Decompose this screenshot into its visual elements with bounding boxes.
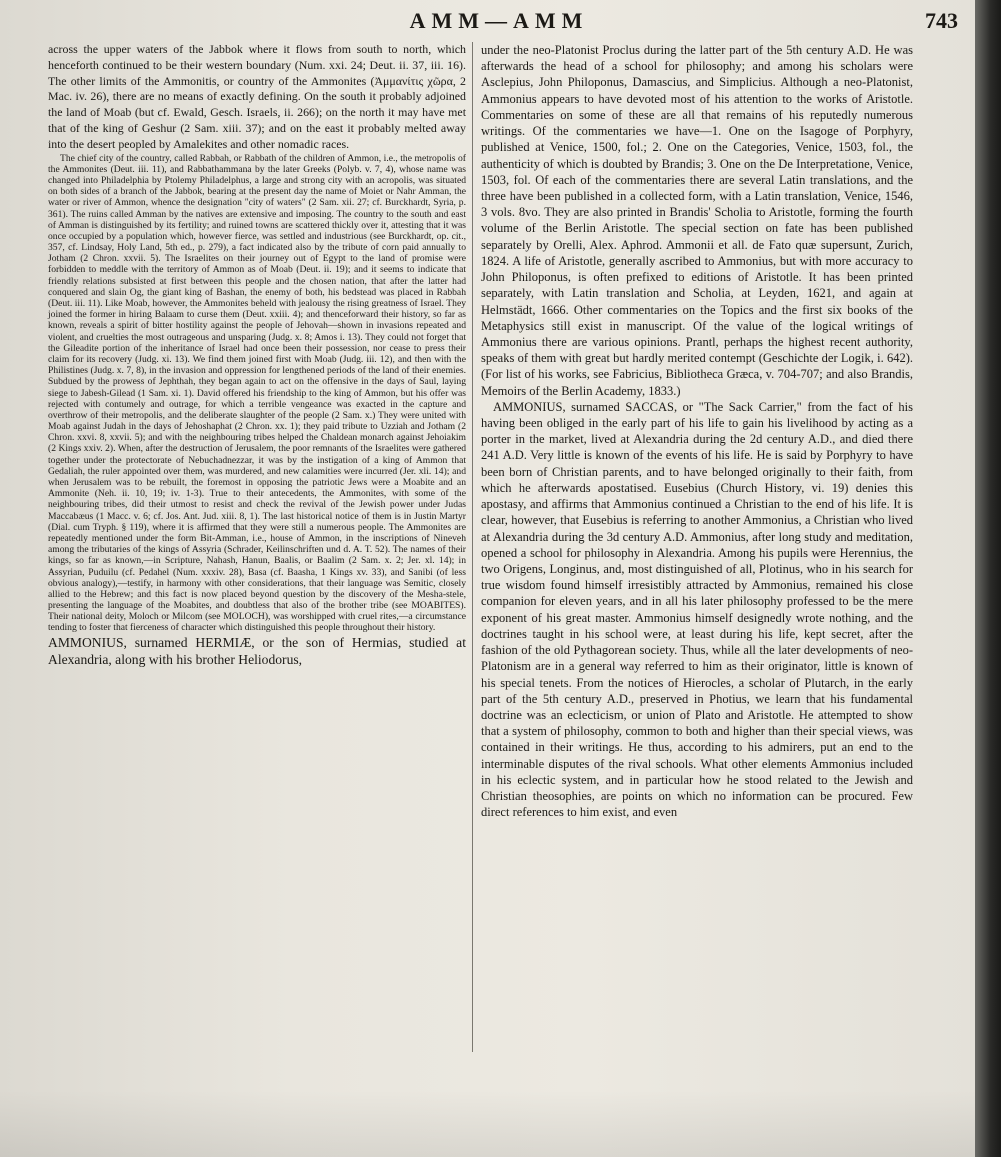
ammonites-paragraph-boundaries: across the upper waters of the Jabbok where it flows from south to north, which henceforth continued to be their western boundary (Num. xxi. 24; Deut. ii. 37, iii. 16). The other limits of the Ammonitis, or country of the Ammonites (Ἀμμανίτις χῶρα, 2 Mac. iv. 26), there are no means of exactly defining. On the south it probably adjoined the land of Moab (but cf. Ewald, Gesch. Israels, ii. 266); on the north it may have met that of the king of Geshur (2 Sam. xiii. 37); and on the east it probably melted away into the desert peopled by Amalekites and other nomadic races. [48, 42, 466, 151]
ammonius-hermiae-entry: AMMONIUS, surnamed HERMIÆ, or the son of Hermias, studied at Alexandria, along with his brother Heliodorus, [48, 634, 466, 667]
page-header [40, 8, 958, 36]
ammonites-paragraph-history: The chief city of the country, called Rabbah, or Rabbath of the children of Ammon, i.e., the metropolis of the Ammonites (Deut. iii. 11), and Rabbathammana by the later Greeks (Polyb. v. 7, 4), whose name was changed into Philadelphia by Ptolemy Philadelphus, a large and strong city with an acropolis, was situated on both sides of a branch of the Jabbok, bearing at the present day the name of Moiet or Nahr Amman, the water or river of Ammon, whence the designation "city of waters" (2 Sam. xii. 27; cf. Burckhardt, Syria, p. 361). The ruins called Amman by the natives are extensive and imposing. The country to the south and east of Amman is distinguished by its fertility; and ruined towns are scattered thickly over it, attesting that it was once occupied by a population which, however fierce, was settled and industrious (see Burckhardt, op. cit., 357, cf. Lindsay, Holy Land, 5th ed., p. 279), a fact indicated also by the tribute of corn paid annually to Jotham (2 Chron. xxvii. 5). The Israelites on their journey out of Egypt to the land of promise were forbidden to meddle with the territory of Ammon as of Moab (Deut. ii. 19); and it seems to indicate that friendly relations subsisted at first between this people and the chosen nation, that after the latter had conquered and slain Og, the giant king of Bashan, the enemy of both, his bedstead was placed in Rabbah (Deut. iii. 11). Like Moab, however, the Ammonites beheld with jealousy the rising greatness of Israel. They joined the former in hiring Balaam to curse them (Deut. xxiii. 4); and thenceforward their history, so far as known, reveals a spirit of bitter hostility against the people of Jehovah—shown in invasions repeated and violent, and cruelties the most outrageous and unsparing (Judg. x. 8; Amos i. 13). They could not forget that the Gileadite portion of the inheritance of Israel had once been their possession, nor cease to press their claim for its recovery (Judg. xi. 13). We find them joined first with Moab (Judg. iii. 12), and then with the Philistines (Judg. x. 7, 8), in the invasion and oppression for lengthened periods of the land of their enemies. Subdued by the prowess of Jephthah, they began again to act on the offensive in the days of Saul, laying siege to Jabesh-Gilead (1 Sam. xi. 1). David offered his friendship to the king of Ammon, but his offer was rejected with contumely and outrage, for which a terrible vengeance was exacted in the capture and overthrow of their metropolis, and the deliberate slaughter of the people (2 Sam. x.) They were united with Moab against Judah in the days of Jehoshaphat (2 Chron. xx. 1); they paid tribute to Uzziah and Jotham (2 Chron. xxvi. 8, xxvii. 5); and with the neighbouring tribes helped the Chaldean monarch against Jehoiakim (2 Kings xxiv. 2). When, after the destruction of Jerusalem, the poor remnants of the Israelites were gathered together under the protectorate of Nebuchadnezzar, it was by the instigation of a king of Ammon that Gedaliah, the ruler appointed over them, was murdered, and new calamities were incurred (Jer. xli. 14); and when Jerusalem was to be rebuilt, the foremost in opposing the patriotic Jews were a Moabite and an Ammonite (Neh. ii. 10, 19; iv. 1-3). True to their antecedents, the Ammonites, with some of the neighbouring tribes, did their utmost to resist and check the revival of the Jewish power under Judas Maccabæus (1 Macc. v. 6; cf. Jos. Ant. Jud. xiii. 8, 1). The last historical notice of them is in Justin Martyr (Dial. cum Tryph. § 119), where it is affirmed that they were still a numerous people. The Ammonites are repeatedly mentioned under the form Bit-Amman, i.e., house of Ammon, in the inscriptions of Nineveh among the tributaries of the kings of Assyria (Schrader, Keilinschriften und d. A. T. 52). The names of their kings, so far as known,—in Scripture, Nahash, Hanun, Baalis, or Baalim (2 Sam. x. 2; Jer. xl. 14); in Assyrian, Puduilu (cf. Pedahel (Num. xxxiv. 28), Basa (cf. Baasha, 1 Kings xv. 33), and Sanibi (of less obvious analogy),—testify, in harmony with other considerations, that their language was Semitic, closely allied to the Hebrew; and this fact is now placed beyond question by the discovery of the Mesha-stele, presenting the language of the Moabites, and doubtless that also of the brother tribe (see MOABITES). Their national deity, Moloch or Milcom (see MOLOCH), was worshipped with cruel rites,—a circumstance tending to foster that fierceness of character which distinguished this people throughout their history. [48, 152, 466, 634]
right-column [481, 42, 913, 821]
column-divider [472, 42, 473, 1052]
bottom-margin [0, 1090, 975, 1157]
running-head: AMM—AMM [409, 8, 589, 33]
ammonius-hermiae-continued: under the neo-Platonist Proclus during the latter part of the 5th century A.D. He was afterwards the head of a school for philosophy; and among his scholars were Asclepius, John Philoponus, Damascius, and Simplicius. Although a neo-Platonist, Ammonius appears to have devoted most of his attention to the works of Aristotle. Commentaries on some of these are all that remains of his reputedly numerous writings. Of the commentaries we have—1. One on the Isagoge of Porphyry, published at Venice, 1500, fol.; 2. One on the Categories, Venice, 1503, fol., the authenticity of which is doubted by Brandis; 3. One on the De Interpretatione, Venice, 1503, fol. Of each of the commentaries there are several Latin translations, and the three have been published in a collected form, with a Latin translation, Venice, 1546, 3 vols. 8vo. They are also printed in Brandis' Scholia to Aristotle, forming the fourth volume of the Berlin Aristotle. The special section on fate has been published separately by Orelli, Alex. Aphrod. Ammonii et all. de Fato quæ supersunt, Zurich, 1824. A life of Aristotle, generally ascribed to Ammonius, but with more accuracy to John Philoponus, is often prefixed to editions of Aristotle. It has been printed separately, with Latin translation and Scholia, at Leyden, 1621, and again at Helmstädt, 1666. Other commentaries on the Topics and the first six books of the Metaphysics still exist in manuscript. Of the value of the logical writings of Ammonius there are various opinions. Prantl, perhaps the highest recent authority, speaks of them with great but hardly merited contempt (Geschichte der Logik, i. 642). (For list of his works, see Fabricius, Bibliotheca Græca, v. 704-707; and also Brandis, Memoirs of the Berlin Academy, 1833.) [481, 43, 913, 398]
ammonius-saccas-entry: AMMONIUS, surnamed SACCAS, or "The Sack Carrier," from the fact of his having been obliged in the early part of his life to gain his livelihood by acting as a porter in the market, lived at Alexandria during the 2d century A.D., and died there 241 A.D. Very little is known of the events of his life. He is said by Porphyry to have been born of Christian parents, and to have belonged originally to their faith, from which he afterwards apostatised. Eusebius (Church History, vi. 19) denies this apostasy, and affirms that Ammonius continued a Christian to the end of his life. It is clear, however, that Eusebius is referring to another Ammonius, a Christian who lived at Alexandria during the 3d century A.D. Ammonius, after long study and meditation, opened a school for philosophy in Alexandria. Among his pupils were Herennius, the two Origens, Longinus, and, most distinguished of all, Plotinus, who in his search for true wisdom found himself irresistibly attracted by Ammonius, remained his close companion for eleven years, and in all his later philosophy professed to be the mere exponent of his great master. Ammonius himself designedly wrote nothing, and the doctrines taught in his school were, at least during his life, kept secret, after the fashion of the old Pythagorean society. Thus, while all the later developments of neo-Platonism are in a general way referred to him as their originator, little is known of his special tenets. From the notices of Hierocles, a scholar of Plutarch, in the early part of the 5th century A.D., preserved in Photius, we learn that his fundamental doctrine was an eclecticism, or union of Plato and Aristotle. He attempted to show that a system of philosophy, common to both and higher than their special views, was contained in their writings. He thus, according to his admirers, put an end to the interminable disputes of the rival schools. What other elements Ammonius included in his eclectic system, and in particular how he stood related to the Jewish and Christian theosophies, are points on which no information can be procured. Few direct references to him exist, and even [481, 399, 913, 820]
page-number: 743 [925, 8, 958, 33]
page-edge [975, 0, 1001, 1157]
left-column [48, 42, 466, 668]
